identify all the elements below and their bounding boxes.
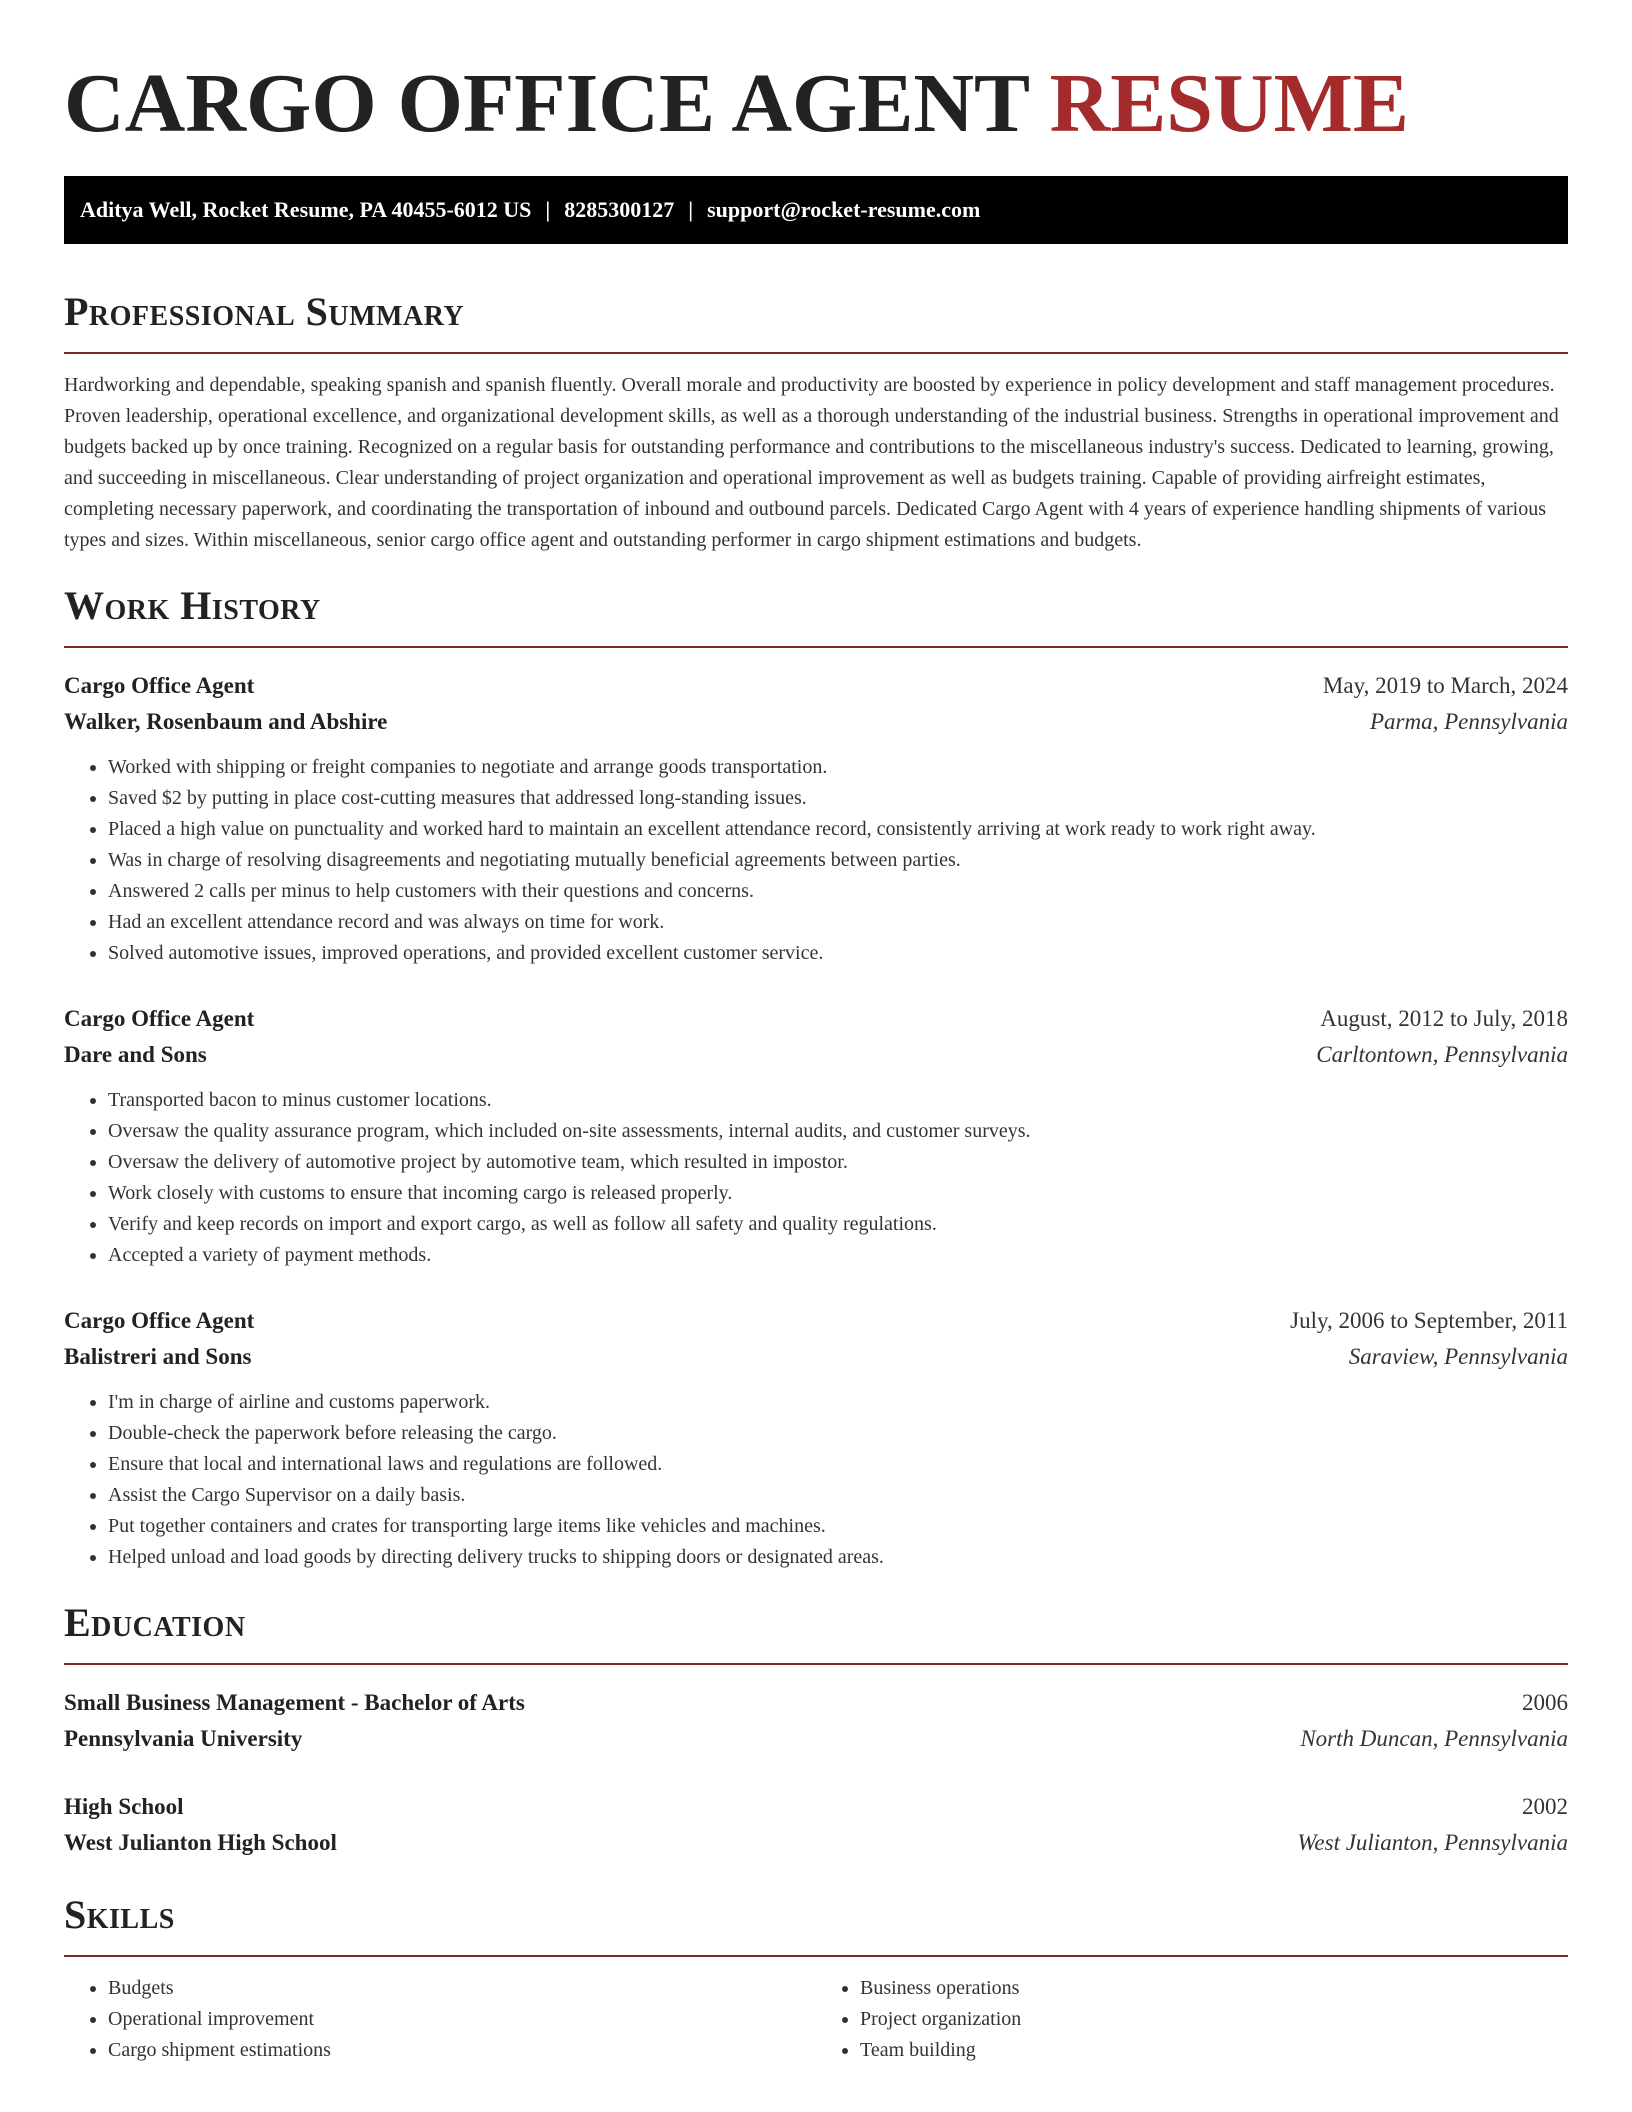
education-section xyxy=(64,1599,1568,1861)
contact-phone[interactable]: 8285300127 xyxy=(564,197,675,222)
title-accent: RESUME xyxy=(1049,57,1409,150)
education-year: 2006 xyxy=(1522,1690,1568,1715)
list-item: • Placed a high value on punctuality and worked hard to maintain an excellent attendance record, consistently arriving at work ready to work right away. xyxy=(108,814,1568,845)
contact-separator: | xyxy=(688,197,694,222)
skills-list-left xyxy=(64,1973,816,2066)
list-item: • Was in charge of resolving disagreements and negotiating mutually beneficial agreements between parties. xyxy=(108,845,1568,876)
list-item: • Operational improvement xyxy=(108,2004,816,2035)
job-title: Cargo Office Agent xyxy=(64,673,255,698)
list-item: • Double-check the paperwork before releasing the cargo. xyxy=(108,1418,1568,1449)
section-divider xyxy=(64,646,1568,648)
job-bullets xyxy=(64,752,1568,969)
summary-section xyxy=(64,288,1568,556)
resume-title xyxy=(64,0,1568,152)
job-location: Saraview, Pennsylvania xyxy=(1348,1344,1568,1369)
job-dates: May, 2019 to March, 2024 xyxy=(1322,673,1568,698)
job-company: Dare and Sons xyxy=(64,1042,207,1067)
education-school: West Julianton High School xyxy=(64,1830,337,1855)
education-school: Pennsylvania University xyxy=(64,1726,303,1751)
job-entry xyxy=(64,1303,1568,1573)
list-item: • Verify and keep records on import and export cargo, as well as follow all safety and quality regulations. xyxy=(108,1209,1568,1240)
list-item: • Worked with shipping or freight companies to negotiate and arrange goods transportation. xyxy=(108,752,1568,783)
job-entry xyxy=(64,668,1568,969)
list-item: • Cargo shipment estimations xyxy=(108,2035,816,2066)
section-heading-work-history: Work History xyxy=(64,583,321,628)
list-item: • Transported bacon to minus customer locations. xyxy=(108,1085,1568,1116)
job-dates: August, 2012 to July, 2018 xyxy=(1320,1006,1568,1031)
section-divider xyxy=(64,352,1568,354)
list-item: • I'm in charge of airline and customs paperwork. xyxy=(108,1387,1568,1418)
list-item: • Put together containers and crates for transporting large items like vehicles and machines. xyxy=(108,1511,1568,1542)
list-item: • Solved automotive issues, improved operations, and provided excellent customer service. xyxy=(108,938,1568,969)
section-heading-skills: Skills xyxy=(64,1892,175,1937)
list-item: • Had an excellent attendance record and was always on time for work. xyxy=(108,907,1568,938)
title-main: CARGO OFFICE AGENT xyxy=(64,57,1029,150)
list-item: • Assist the Cargo Supervisor on a daily basis. xyxy=(108,1480,1568,1511)
section-divider xyxy=(64,1955,1568,1957)
section-heading-education: Education xyxy=(64,1600,246,1645)
job-company: Balistreri and Sons xyxy=(64,1344,252,1369)
contact-address: Aditya Well, Rocket Resume, PA 40455-6012 US xyxy=(80,197,532,222)
education-degree: Small Business Management - Bachelor of Arts xyxy=(64,1690,525,1715)
skills-section xyxy=(64,1891,1568,2066)
job-company: Walker, Rosenbaum and Abshire xyxy=(64,709,388,734)
education-entry xyxy=(64,1789,1568,1861)
list-item: • Oversaw the delivery of automotive project by automotive team, which resulted in impostor. xyxy=(108,1147,1568,1178)
list-item: • Ensure that local and international laws and regulations are followed. xyxy=(108,1449,1568,1480)
list-item: • Team building xyxy=(860,2035,1568,2066)
list-item: • Saved $2 by putting in place cost-cutting measures that addressed long-standing issues. xyxy=(108,783,1568,814)
contact-separator: | xyxy=(545,197,551,222)
section-heading-summary: Professional Summary xyxy=(64,289,465,334)
work-history-section xyxy=(64,582,1568,1573)
education-year: 2002 xyxy=(1522,1794,1568,1819)
list-item: • Project organization xyxy=(860,2004,1568,2035)
job-location: Parma, Pennsylvania xyxy=(1369,709,1568,734)
education-degree: High School xyxy=(64,1794,184,1819)
job-dates: July, 2006 to September, 2011 xyxy=(1290,1308,1568,1333)
list-item: • Helped unload and load goods by directing delivery trucks to shipping doors or designated areas. xyxy=(108,1542,1568,1573)
list-item: • Business operations xyxy=(860,1973,1568,2004)
contact-email[interactable]: support@rocket-resume.com xyxy=(707,197,981,222)
list-item: • Budgets xyxy=(108,1973,816,2004)
list-item: • Accepted a variety of payment methods. xyxy=(108,1240,1568,1271)
job-bullets xyxy=(64,1085,1568,1271)
job-bullets xyxy=(64,1387,1568,1573)
job-location: Carltontown, Pennsylvania xyxy=(1316,1042,1568,1067)
summary-text: Hardworking and dependable, speaking spanish and spanish fluently. Overall morale and productivity are boosted by experience in policy development and staff management procedures. Proven leadership, operational excellence, and organizational development skills, as well as a thorough understanding of the industrial business. Strengths in operational improvement and budgets backed up by once training. Recognized on a regular basis for outstanding performance and contributions to the miscellaneous industry's success. Dedicated to learning, growing, and succeeding in miscellaneous. Clear understanding of project organization and operational improvement as well as budgets training. Capable of providing airfreight estimates, completing necessary paperwork, and coordinating the transportation of inbound and outbound parcels. Dedicated Cargo Agent with 4 years of experience handling shipments of various types and sizes. Within miscellaneous, senior cargo office agent and outstanding performer in cargo shipment estimations and budgets. xyxy=(64,374,1559,551)
education-location: North Duncan, Pennsylvania xyxy=(1300,1726,1568,1751)
list-item: • Work closely with customs to ensure that incoming cargo is released properly. xyxy=(108,1178,1568,1209)
job-title: Cargo Office Agent xyxy=(64,1308,255,1333)
skills-grid xyxy=(64,1973,1568,2066)
list-item: • Oversaw the quality assurance program, which included on-site assessments, internal audits, and customer surveys. xyxy=(108,1116,1568,1147)
contact-bar xyxy=(64,176,1568,244)
education-entry xyxy=(64,1685,1568,1757)
skills-list-right xyxy=(816,1973,1568,2066)
list-item: • Answered 2 calls per minus to help customers with their questions and concerns. xyxy=(108,876,1568,907)
education-location: West Julianton, Pennsylvania xyxy=(1297,1830,1568,1855)
job-title: Cargo Office Agent xyxy=(64,1006,255,1031)
section-divider xyxy=(64,1663,1568,1665)
job-entry xyxy=(64,1001,1568,1271)
